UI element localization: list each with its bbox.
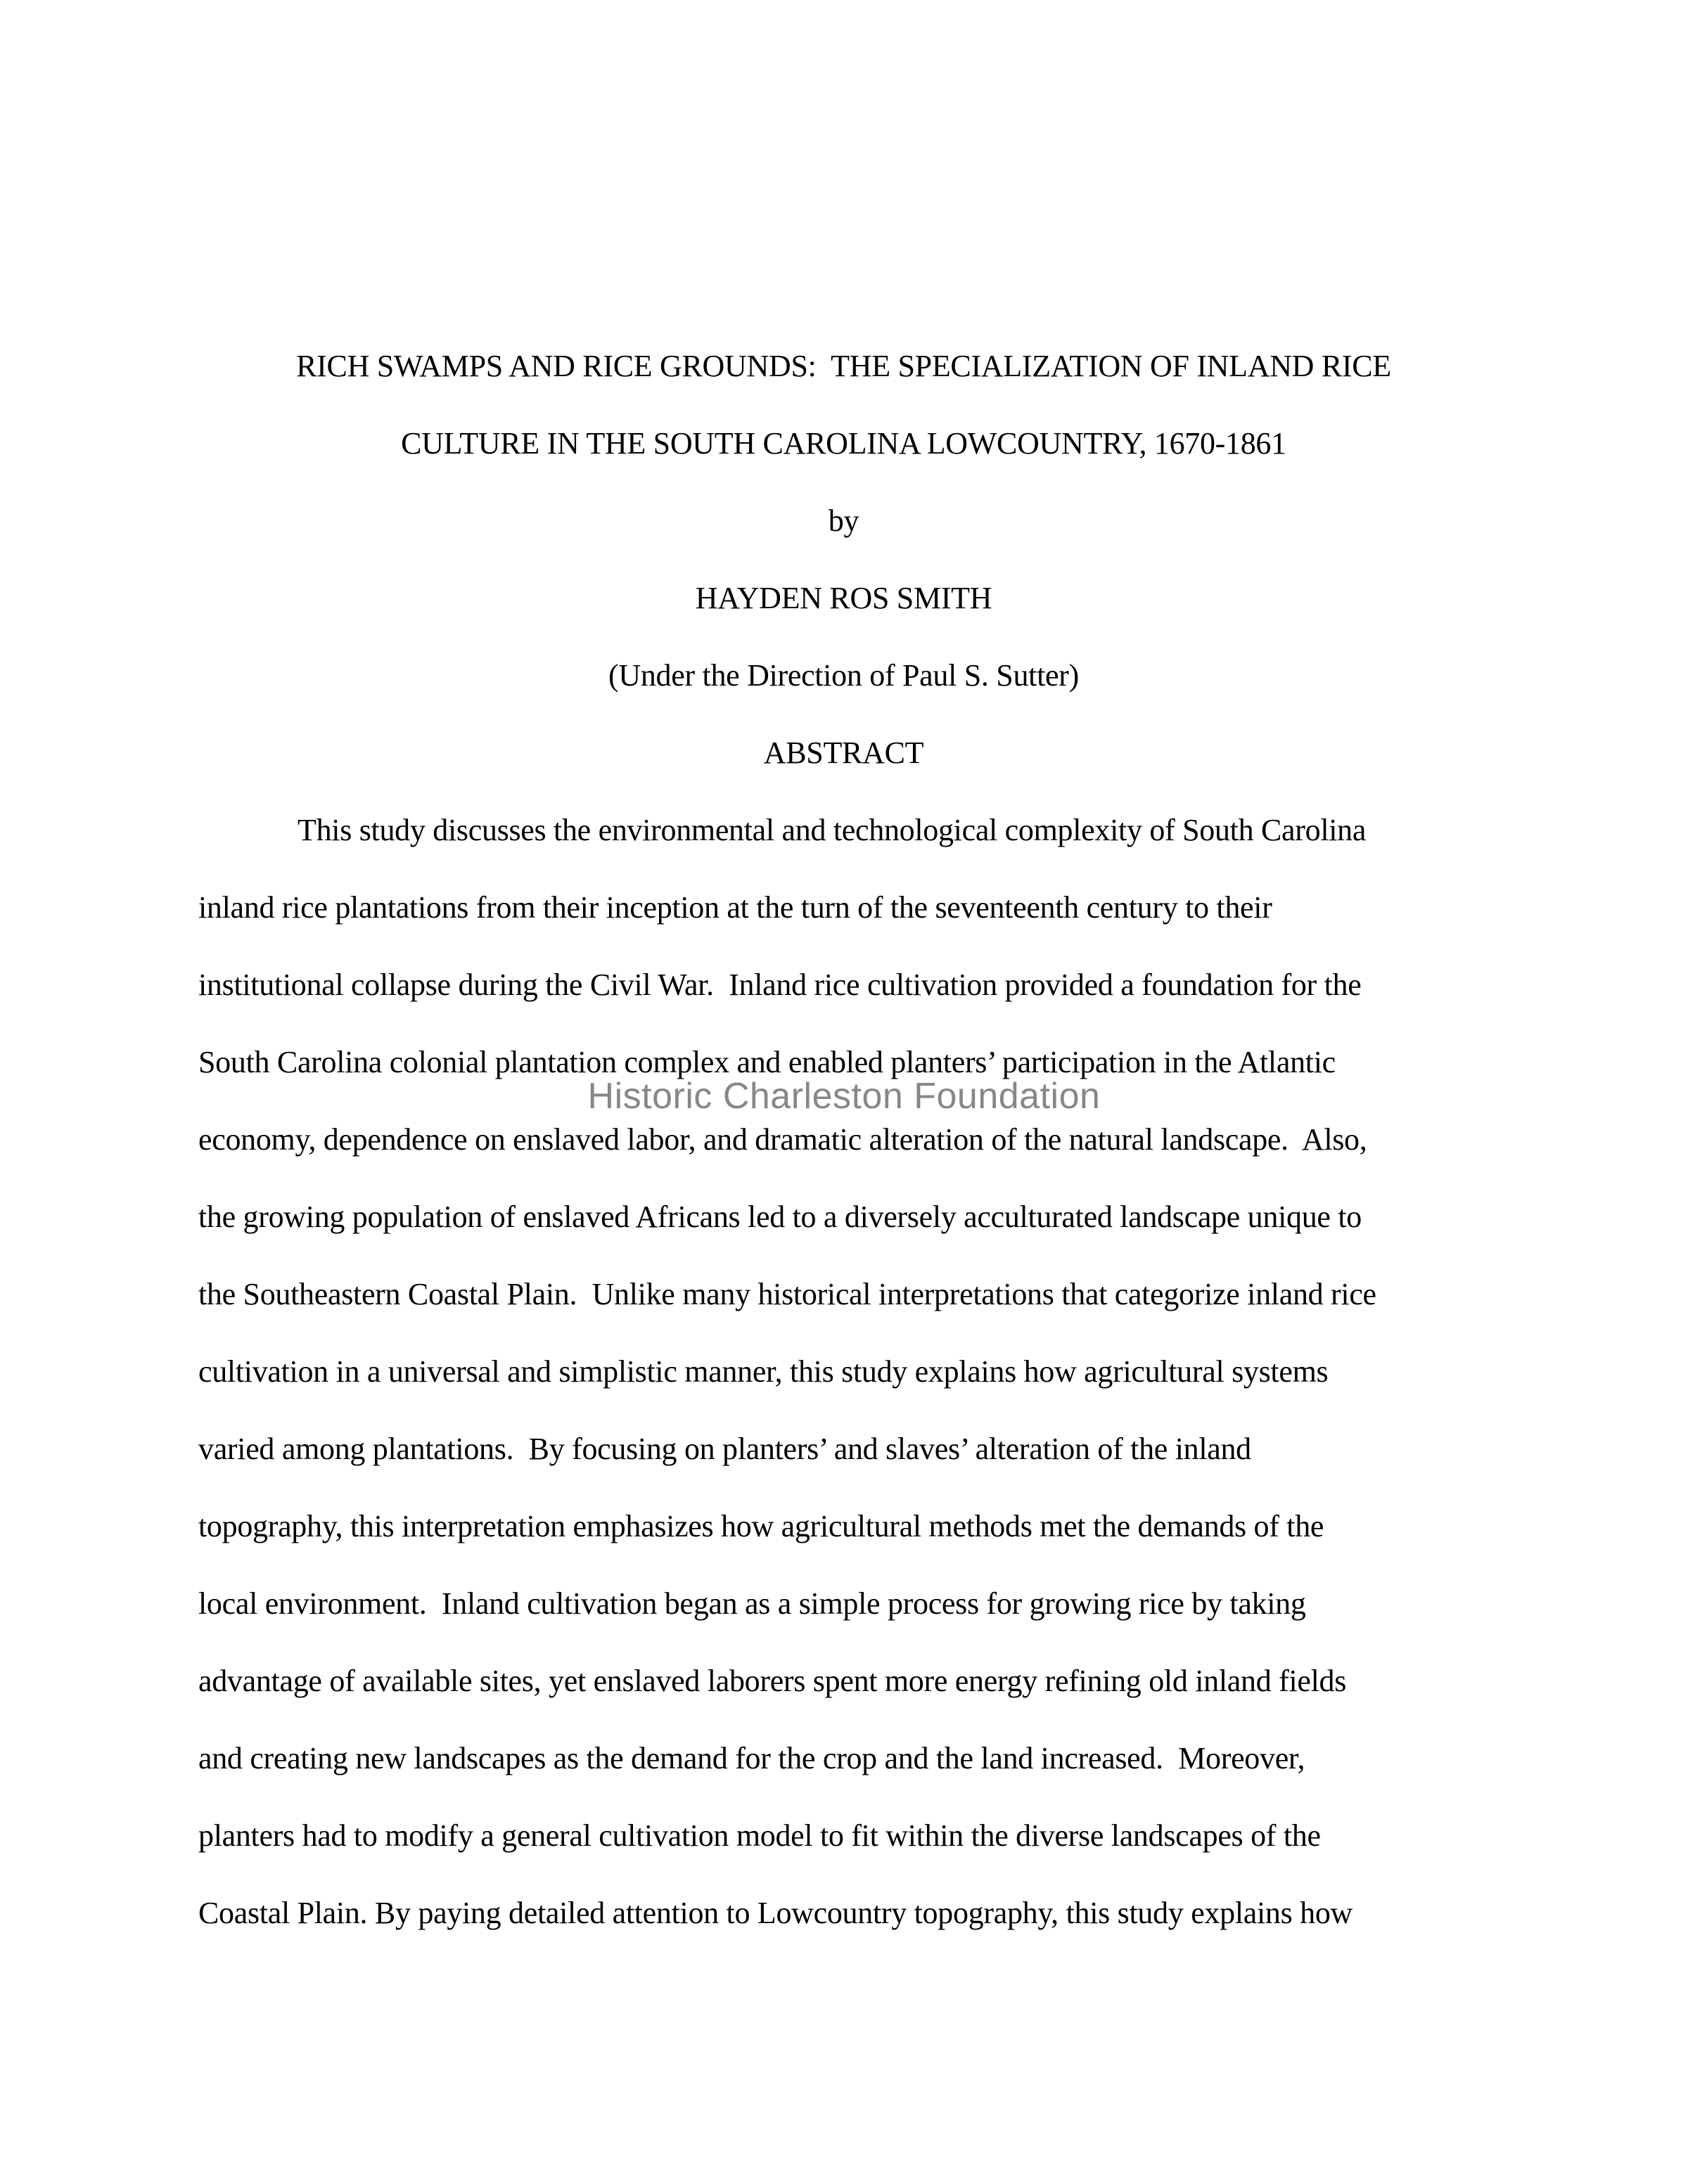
abstract-heading: ABSTRACT (763, 736, 924, 770)
abstract-line: planters had to modify a general cultivation model to fit within the diverse landscapes of the (198, 1818, 1321, 1853)
abstract-line: cultivation in a universal and simplistic manner, this study explains how agricultural systems (198, 1354, 1329, 1389)
abstract-line: advantage of available sites, yet enslaved laborers spent more energy refining old inland fields (198, 1664, 1347, 1698)
abstract-line: and creating new landscapes as the demand for the crop and the land increased. Moreover, (198, 1741, 1305, 1775)
abstract-line: varied among plantations. By focusing on planters’ and slaves’ alteration of the inland (198, 1432, 1251, 1466)
abstract-line: South Carolina colonial plantation complex and enabled planters’ participation in the Atlantic (198, 1045, 1336, 1079)
abstract-line: institutional collapse during the Civil War. Inland rice cultivation provided a foundation for the (198, 968, 1362, 1002)
byline: by (828, 503, 859, 538)
title-line-1: RICH SWAMPS AND RICE GROUNDS: THE SPECIALIZATION OF INLAND RICE (296, 349, 1391, 383)
author-name: HAYDEN ROS SMITH (695, 581, 992, 615)
title-line-2: CULTURE IN THE SOUTH CAROLINA LOWCOUNTRY, 1670-1861 (401, 426, 1286, 461)
abstract-line: the Southeastern Coastal Plain. Unlike many historical interpretations that categorize inland rice (198, 1277, 1376, 1311)
direction-note: (Under the Direction of Paul S. Sutter) (608, 658, 1079, 693)
abstract-line: the growing population of enslaved Africans led to a diversely acculturated landscape unique to (198, 1200, 1362, 1234)
watermark: Historic Charleston Foundation (587, 1076, 1101, 1117)
abstract-line: local environment. Inland cultivation began as a simple process for growing rice by taking (198, 1586, 1306, 1621)
abstract-line: economy, dependence on enslaved labor, and dramatic alteration of the natural landscape. Also, (198, 1122, 1367, 1157)
abstract-line: Coastal Plain. By paying detailed attention to Lowcountry topography, this study explains how (198, 1896, 1353, 1930)
abstract-line: This study discusses the environmental and technological complexity of South Carolina (298, 813, 1367, 847)
abstract-line: topography, this interpretation emphasizes how agricultural methods met the demands of the (198, 1509, 1324, 1543)
abstract-page-content (198, 328, 1489, 1952)
abstract-line: inland rice plantations from their inception at the turn of the seventeenth century to their (198, 890, 1272, 925)
